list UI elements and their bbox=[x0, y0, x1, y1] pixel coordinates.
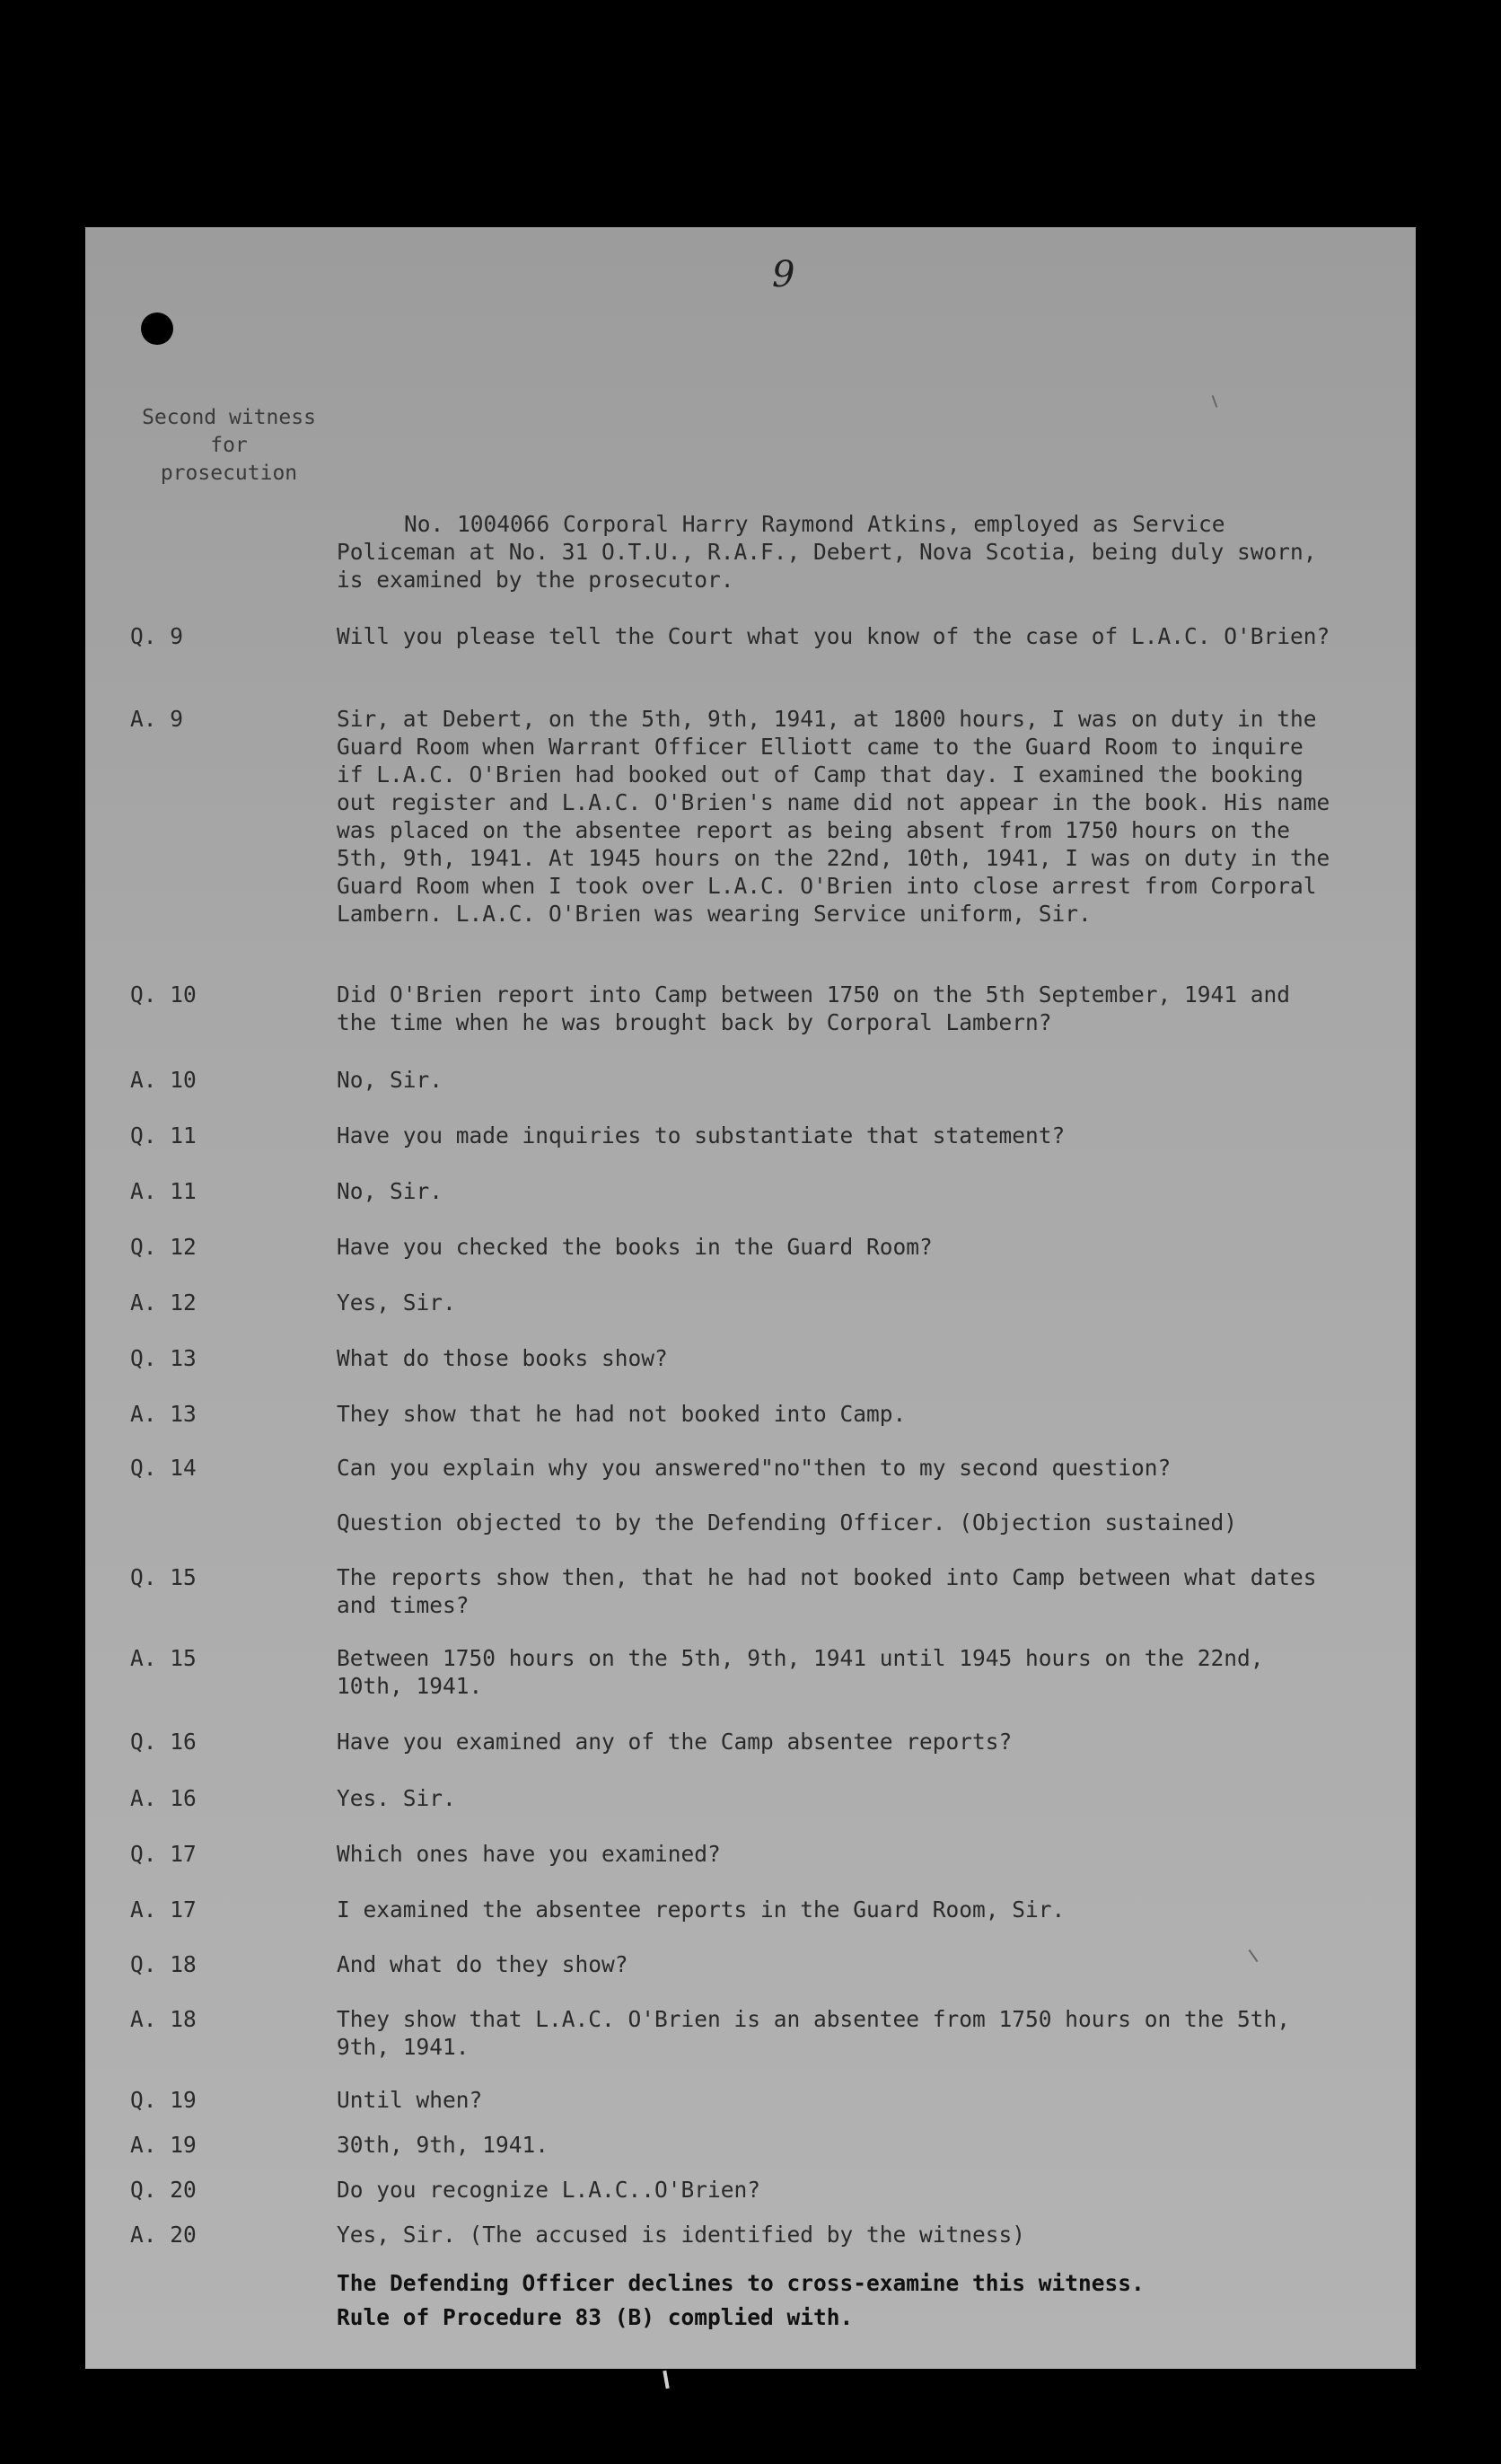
qa-label: A. 12 bbox=[130, 1289, 197, 1316]
qa-label: A. 10 bbox=[130, 1067, 197, 1093]
qa-label: Q. 10 bbox=[130, 981, 197, 1008]
qa-entry bbox=[130, 2005, 1338, 2061]
qa-label: Q. 16 bbox=[130, 1729, 197, 1755]
qa-label: Q. 17 bbox=[130, 1841, 197, 1867]
qa-entry bbox=[130, 1644, 1338, 1700]
qa-text: 30th, 9th, 1941. bbox=[337, 2132, 549, 2158]
witness-intro-paragraph bbox=[337, 510, 1338, 594]
qa-text: The reports show then, that he had not booked into Camp between what dates and times? bbox=[337, 1564, 1317, 1618]
qa-text: Yes, Sir. bbox=[337, 1289, 456, 1316]
qa-entry bbox=[130, 2086, 1338, 2114]
qa-text: No, Sir. bbox=[337, 1178, 443, 1204]
qa-label: A. 13 bbox=[130, 1401, 197, 1427]
qa-entry bbox=[130, 1784, 1338, 1812]
qa-text: What do those books show? bbox=[337, 1345, 668, 1371]
qa-entry bbox=[130, 1400, 1338, 1428]
qa-label: A. 17 bbox=[130, 1896, 197, 1923]
qa-label: Q. 14 bbox=[130, 1455, 197, 1481]
qa-label: A. 16 bbox=[130, 1785, 197, 1811]
qa-entry bbox=[130, 1896, 1338, 1923]
qa-text: Will you please tell the Court what you know of the case of L.A.C. O'Brien? bbox=[337, 623, 1330, 649]
qa-text: Have you checked the books in the Guard Room? bbox=[337, 1234, 933, 1260]
qa-text: They show that he had not booked into Camp. bbox=[337, 1401, 907, 1427]
qa-text: Question objected to by the Defending Officer. (Objection sustained) bbox=[337, 1509, 1238, 1536]
qa-text: They show that L.A.C. O'Brien is an absentee from 1750 hours on the 5th, 9th, 1941. bbox=[337, 2006, 1291, 2060]
qa-label: Q. 11 bbox=[130, 1122, 197, 1148]
qa-label: Q. 15 bbox=[130, 1564, 197, 1590]
qa-entry bbox=[130, 1233, 1338, 1261]
qa-label: A. 9 bbox=[130, 706, 184, 732]
qa-label: Q. 18 bbox=[130, 1951, 197, 1977]
qa-label: A. 15 bbox=[130, 1645, 197, 1671]
qa-text: Have you made inquiries to substantiate that statement? bbox=[337, 1122, 1066, 1148]
qa-entry bbox=[130, 1950, 1338, 1978]
qa-text: Can you explain why you answered"no"then to my second question? bbox=[337, 1455, 1172, 1481]
qa-label: A. 11 bbox=[130, 1178, 197, 1204]
qa-label: Q. 13 bbox=[130, 1345, 197, 1371]
qa-entry bbox=[130, 1122, 1338, 1149]
qa-entry bbox=[130, 705, 1338, 928]
qa-label: Q. 19 bbox=[130, 2087, 197, 2113]
witness-note-line: for bbox=[210, 434, 248, 457]
qa-label: Q. 20 bbox=[130, 2177, 197, 2203]
qa-entry bbox=[130, 1344, 1338, 1372]
qa-entry bbox=[130, 1509, 1338, 1536]
qa-entry bbox=[130, 2131, 1338, 2159]
punch-hole bbox=[141, 312, 173, 345]
qa-entry bbox=[130, 1563, 1338, 1619]
qa-entry bbox=[130, 622, 1338, 650]
qa-label: Q. 12 bbox=[130, 1234, 197, 1260]
qa-text: Sir, at Debert, on the 5th, 9th, 1941, at 1800 hours, I was on duty in the Guard Room when Warrant Officer Elliott came to the Guard Room to inquire if L.A.C. O'Brien had booked out of Camp that day. I examined the booking out register and L.A.C. O'Brien's name did not appear in the book. His name was placed on the absentee report as being absent from 1750 hours on the 5th, 9th, 1941. At 1945 hours on the 22nd, 10th, 1941, I was on duty in the Guard Room when I took over L.A.C. O'Brien into close arrest from Corporal Lambern. L.A.C. O'Brien was wearing Service uniform, Sir. bbox=[337, 706, 1330, 927]
closing-line: The Defending Officer declines to cross-examine this witness. bbox=[337, 2270, 1145, 2296]
qa-text: Which ones have you examined? bbox=[337, 1841, 721, 1867]
qa-text: Yes. Sir. bbox=[337, 1785, 456, 1811]
intro-text: No. 1004066 Corporal Harry Raymond Atkins, employed as Service Policeman at No. 31 O.T.U., R.A.F., Debert, Nova Scotia, being duly sworn, is examined by the prosecutor. bbox=[337, 511, 1317, 593]
qa-entry bbox=[130, 1289, 1338, 1316]
qa-label: Q. 9 bbox=[130, 623, 184, 649]
qa-text: Between 1750 hours on the 5th, 9th, 1941 until 1945 hours on the 22nd, 10th, 1941. bbox=[337, 1645, 1264, 1699]
qa-text: I examined the absentee reports in the Guard Room, Sir. bbox=[337, 1896, 1066, 1923]
qa-text: No, Sir. bbox=[337, 1067, 443, 1093]
qa-entry bbox=[130, 981, 1338, 1036]
qa-label: A. 20 bbox=[130, 2222, 197, 2248]
qa-text: Do you recognize L.A.C..O'Brien? bbox=[337, 2177, 761, 2203]
witness-note-line: Second witness bbox=[142, 406, 316, 429]
witness-note-line: prosecution bbox=[160, 462, 298, 485]
qa-text: Until when? bbox=[337, 2087, 483, 2113]
stray-mark bbox=[663, 2371, 669, 2389]
witness-margin-note bbox=[130, 404, 328, 488]
page-number: 9 bbox=[772, 254, 795, 295]
qa-entry bbox=[130, 1066, 1338, 1094]
closing-line: Rule of Procedure 83 (B) complied with. bbox=[337, 2304, 854, 2330]
qa-entry bbox=[130, 1728, 1338, 1756]
qa-text: Yes, Sir. (The accused is identified by the witness) bbox=[337, 2222, 1026, 2248]
qa-text: Have you examined any of the Camp absentee reports? bbox=[337, 1729, 1013, 1755]
qa-entry bbox=[130, 1840, 1338, 1868]
qa-label: A. 19 bbox=[130, 2132, 197, 2158]
qa-text: Did O'Brien report into Camp between 1750 on the 5th September, 1941 and the time when he was brought back by Corporal Lambern? bbox=[337, 981, 1291, 1035]
qa-entry bbox=[130, 2221, 1338, 2248]
qa-text: And what do they show? bbox=[337, 1951, 628, 1977]
qa-label: A. 18 bbox=[130, 2006, 197, 2032]
qa-entry bbox=[130, 2176, 1338, 2204]
qa-entry bbox=[130, 1454, 1338, 1482]
qa-entry bbox=[130, 1177, 1338, 1205]
